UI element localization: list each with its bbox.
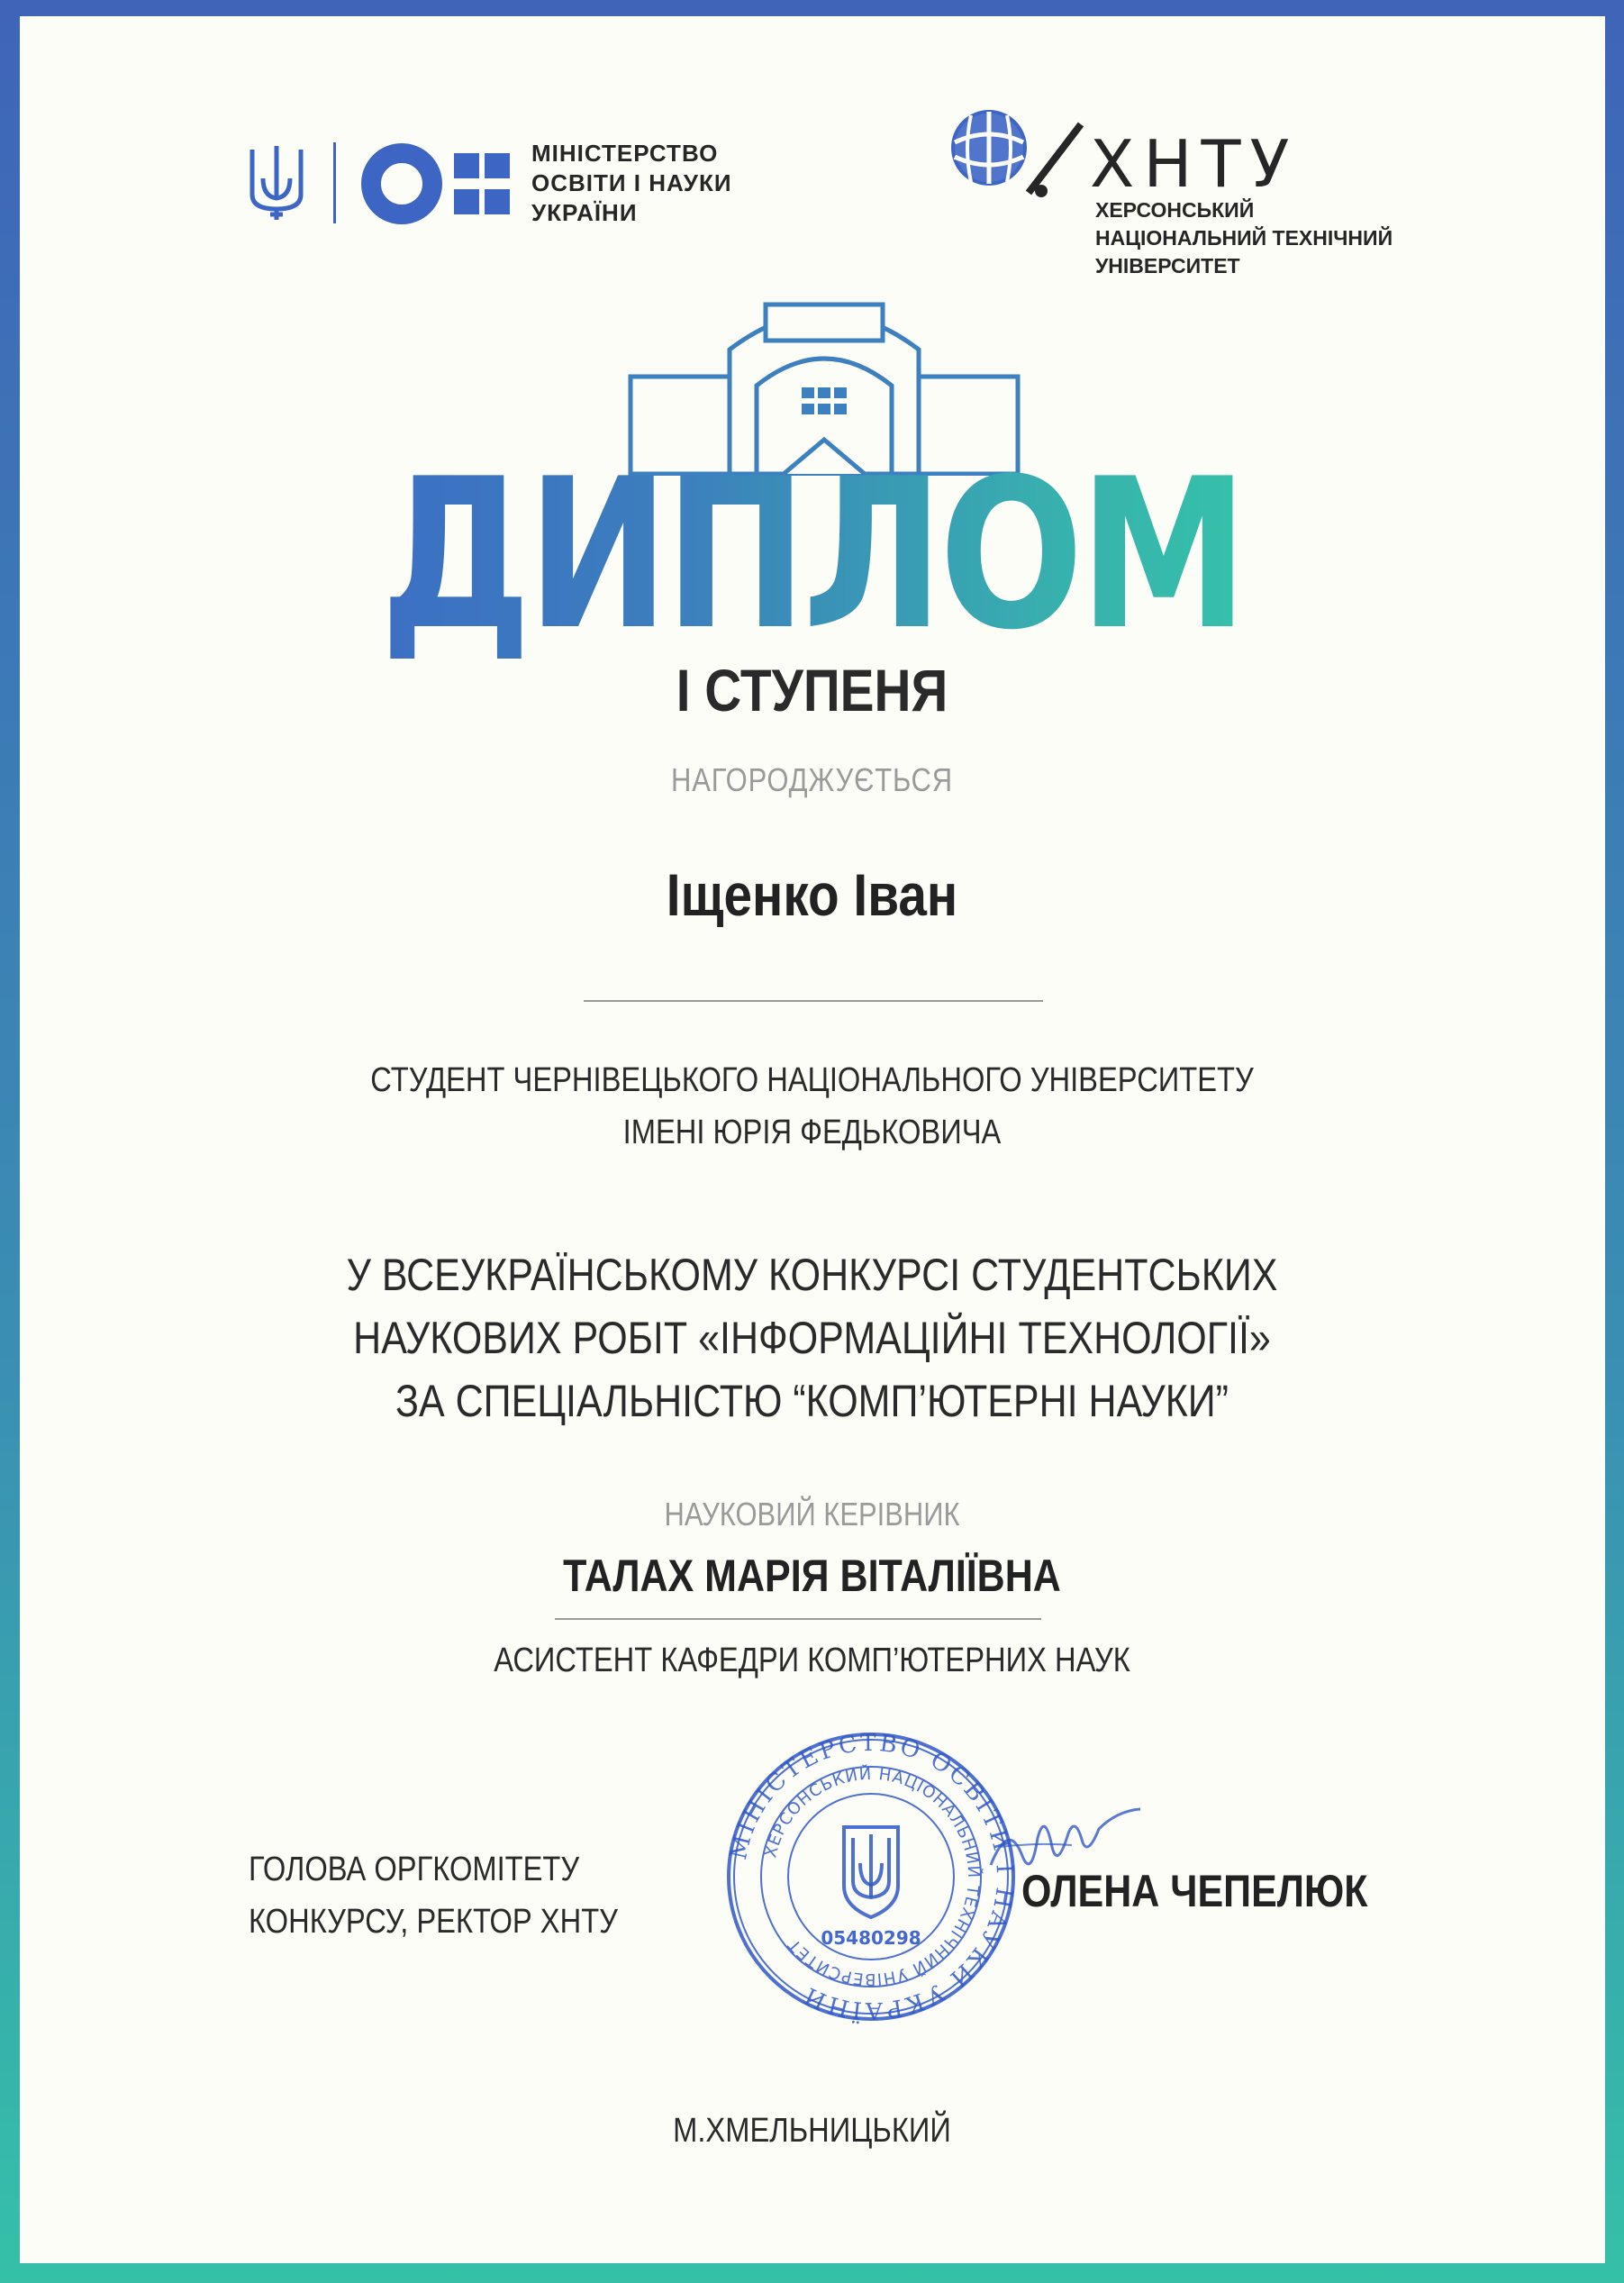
committee-head-line: КОНКУРСУ, РЕКТОР ХНТУ: [249, 1903, 618, 1941]
awarded-label: НАГОРОДЖУЄТЬСЯ: [671, 761, 953, 798]
name-underline: [584, 1000, 1043, 1002]
logo-divider: [333, 142, 336, 223]
ministry-name-line: МІНІСТЕРСТВО: [531, 140, 719, 167]
city: М.ХМЕЛЬНИЦЬКИЙ: [673, 2112, 951, 2150]
ministry-logo: [245, 133, 749, 232]
supervisor-position: АСИСТЕНТ КАФЕДРИ КОМП’ЮТЕРНИХ НАУК: [494, 1642, 1130, 1679]
university-logo: [946, 106, 1414, 287]
signer-name: ОЛЕНА ЧЕПЕЛЮК: [1021, 1866, 1368, 1916]
contest-description: [113, 1243, 1511, 1433]
ministry-name-line: ОСВІТИ І НАУКИ: [531, 169, 732, 196]
seal-inner-text: ХЕРСОНСЬКИЙ НАЦІОНАЛЬНИЙ ТЕХНІЧНИЙ УНІВЕРСИТЕТ: [761, 1764, 984, 1989]
student-affiliation: [113, 1054, 1511, 1159]
seal-trident-icon: [844, 1827, 898, 1917]
seal-outer-text: МІНІСТЕРСТВО ОСВІТИ І НАУКИ УКРАЇНИ: [724, 1729, 1019, 2024]
university-name-line: УНІВЕРСИТЕТ: [1095, 254, 1240, 277]
student-affiliation-line: СТУДЕНТ ЧЕРНІВЕЦЬКОГО НАЦІОНАЛЬНОГО УНІВЕРСИТЕТУ: [370, 1061, 1254, 1099]
supervisor-underline: [555, 1618, 1041, 1620]
ministry-name: [531, 139, 732, 228]
recipient-name: Іщенко Іван: [666, 861, 958, 928]
diploma-title: ДИПЛОМ: [146, 452, 1477, 659]
contest-line: ЗА СПЕЦІАЛЬНІСТЮ “КОМП’ЮТЕРНІ НАУКИ”: [395, 1376, 1229, 1426]
trident-icon: [245, 142, 308, 223]
official-seal: [722, 1728, 1020, 2025]
committee-head-title: [249, 1843, 618, 1948]
diploma-degree: І СТУПЕНЯ: [676, 657, 948, 723]
university-name-line: ХЕРСОНСЬКИЙ: [1095, 198, 1255, 222]
committee-head-line: ГОЛОВА ОРГКОМІТЕТУ: [249, 1851, 580, 1888]
globe-icon: [946, 106, 1090, 205]
seal-code: 05480298: [821, 1927, 921, 1949]
contest-line: НАУКОВИХ РОБІТ «ІНФОРМАЦІЙНІ ТЕХНОЛОГІЇ»: [353, 1313, 1271, 1363]
supervisor-label: НАУКОВИЙ КЕРІВНИК: [664, 1496, 960, 1533]
ministry-mark-icon: [360, 141, 513, 227]
ministry-name-line: УКРАЇНИ: [531, 199, 638, 226]
contest-line: У ВСЕУКРАЇНСЬКОМУ КОНКУРСІ СТУДЕНТСЬКИХ: [346, 1250, 1278, 1300]
university-short-name: ХНТУ: [1090, 126, 1299, 202]
supervisor-name: ТАЛАХ МАРІЯ ВІТАЛІЇВНА: [563, 1551, 1061, 1601]
university-name-line: НАЦІОНАЛЬНИЙ ТЕХНІЧНИЙ: [1095, 226, 1393, 250]
student-affiliation-line: ІМЕНІ ЮРІЯ ФЕДЬКОВИЧА: [622, 1114, 1002, 1151]
university-full-name: [1095, 196, 1393, 280]
